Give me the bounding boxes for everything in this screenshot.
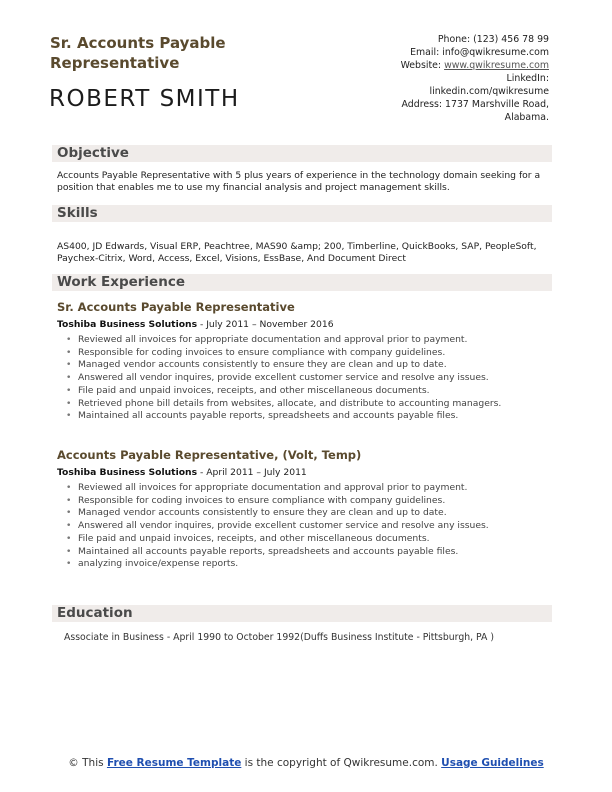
list-item: • File paid and unpaid invoices, receipts, and other miscellaneous documents. bbox=[66, 385, 546, 398]
website-link[interactable]: www.qwikresume.com bbox=[444, 60, 549, 71]
address-label: Address: bbox=[401, 99, 443, 110]
contact-email bbox=[289, 46, 549, 59]
contact-phone bbox=[289, 33, 549, 46]
footer-prefix: © This bbox=[68, 757, 107, 769]
list-item: • Retrieved phone bill details from websites, allocate, and distribute to accounting managers. bbox=[66, 398, 546, 411]
address-line2: Alabama. bbox=[504, 112, 549, 123]
list-item: • Reviewed all invoices for appropriate documentation and approval prior to payment. bbox=[66, 482, 546, 495]
section-heading-skills: Skills bbox=[52, 205, 552, 222]
job-dates-2: - April 2011 – July 2011 bbox=[197, 467, 307, 478]
list-item: • Responsible for coding invoices to ensure compliance with company guidelines. bbox=[66, 347, 546, 360]
list-item: • Answered all vendor inquires, provide excellent customer service and resolve any issues. bbox=[66, 520, 546, 533]
phone-label: Phone: bbox=[437, 34, 471, 45]
linkedin-label: LinkedIn: bbox=[506, 73, 549, 84]
free-resume-template-link[interactable]: Free Resume Template bbox=[106, 757, 242, 769]
list-item: • analyzing invoice/expense reports. bbox=[66, 558, 546, 571]
usage-guidelines-link[interactable]: Usage Guidelines bbox=[441, 757, 544, 769]
email-label: Email: bbox=[410, 47, 440, 58]
list-item: • File paid and unpaid invoices, receipts, and other miscellaneous documents. bbox=[66, 533, 546, 546]
email-value[interactable]: info@qwikresume.com bbox=[442, 47, 549, 58]
job-title-1: Sr. Accounts Payable Representative bbox=[57, 300, 295, 314]
job-title-2: Accounts Payable Representative, (Volt, Temp) bbox=[57, 448, 362, 462]
section-heading-education: Education bbox=[52, 605, 552, 622]
website-label: Website: bbox=[400, 60, 442, 71]
contact-address bbox=[289, 98, 549, 111]
list-item: • Managed vendor accounts consistently to ensure they are clean and up to date. bbox=[66, 359, 546, 372]
list-item: • Answered all vendor inquires, provide excellent customer service and resolve any issues. bbox=[66, 372, 546, 385]
job-company-2: Toshiba Business Solutions bbox=[57, 467, 198, 478]
copyright-footer bbox=[60, 757, 552, 770]
address-line1: 1737 Marshville Road, bbox=[445, 99, 549, 110]
list-item: • Maintained all accounts payable reports, spreadsheets and accounts payable files. bbox=[66, 546, 546, 559]
footer-middle: is the copyright of Qwikresume.com. bbox=[241, 757, 442, 769]
section-heading-work-experience: Work Experience bbox=[52, 274, 552, 291]
candidate-name: ROBERT SMITH bbox=[49, 86, 240, 112]
contact-block bbox=[289, 33, 549, 124]
contact-website bbox=[289, 59, 549, 72]
job-company-1: Toshiba Business Solutions bbox=[57, 319, 198, 330]
skills-text: AS400, JD Edwards, Visual ERP, Peachtree, MAS90 &amp; 200, Timberline, QuickBooks, SAP, PeopleSoft, Paychex-Citrix, Word, Access, Excel, Visions, EssBase, And Document Direct bbox=[57, 241, 537, 264]
education-text: Associate in Business - April 1990 to October 1992(Duffs Business Institute - Pittsburgh, PA ) bbox=[64, 632, 495, 643]
list-item: • Maintained all accounts payable reports, spreadsheets and accounts payable files. bbox=[66, 410, 546, 423]
job-bullets-1 bbox=[66, 334, 546, 423]
job-dates-1: - July 2011 – November 2016 bbox=[197, 319, 334, 330]
linkedin-value[interactable]: linkedin.com/qwikresume bbox=[429, 86, 549, 97]
job-company-line-2 bbox=[57, 467, 307, 478]
objective-text: Accounts Payable Representative with 5 plus years of experience in the technology domain seeking for a position that enables me to use my financial analysis and project management skills. bbox=[57, 170, 541, 193]
list-item: • Reviewed all invoices for appropriate documentation and approval prior to payment. bbox=[66, 334, 546, 347]
job-bullets-2 bbox=[66, 482, 546, 571]
phone-value: (123) 456 78 99 bbox=[473, 34, 549, 45]
header-job-title: Sr. Accounts Payable Representative bbox=[50, 34, 226, 72]
section-heading-objective: Objective bbox=[52, 145, 552, 162]
list-item: • Responsible for coding invoices to ensure compliance with company guidelines. bbox=[66, 495, 546, 508]
job-company-line-1 bbox=[57, 319, 334, 330]
list-item: • Managed vendor accounts consistently to ensure they are clean and up to date. bbox=[66, 507, 546, 520]
